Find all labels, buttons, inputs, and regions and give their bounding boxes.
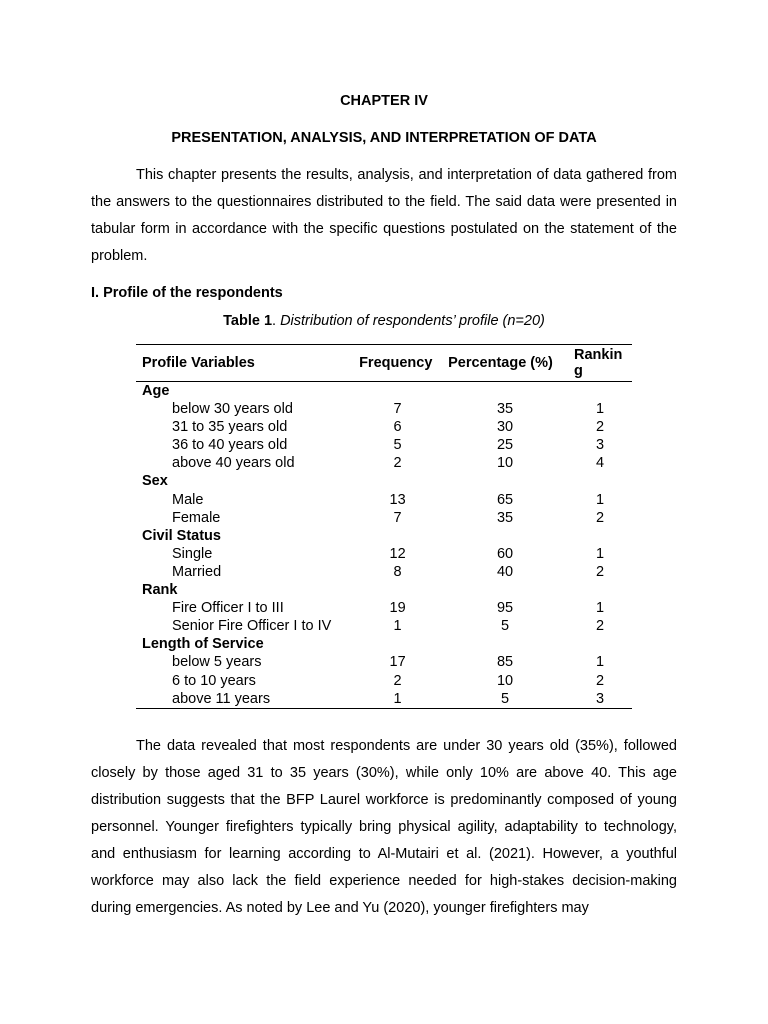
row-percentage: 30 bbox=[496, 419, 514, 436]
row-label: above 40 years old bbox=[172, 455, 295, 472]
row-ranking: 1 bbox=[595, 491, 605, 508]
chapter-title: CHAPTER IV bbox=[340, 93, 428, 109]
discussion-paragraph: The data revealed that most respondents are under 30 years old (35%), followed closely by those aged 31 to 35 years (30%), while only 10% are above 40. This age distribution suggests that the BFP Laurel workforce is predominantly composed of young personnel. Younger firefighters typically bring physical agility, adaptability to technology, and enthusiasm for learning according to Al-Mutairi et al. (2021). However, a youthful workforce may also lack the field experience needed for high-stakes decision-making during emergencies. As noted by Lee and Yu (2020), younger firefighters may bbox=[91, 738, 677, 916]
row-ranking: 1 bbox=[595, 600, 605, 617]
row-percentage: 35 bbox=[496, 401, 514, 418]
category-row bbox=[136, 472, 632, 490]
category-label: Civil Status bbox=[142, 527, 221, 544]
row-label: below 5 years bbox=[172, 654, 262, 671]
row-frequency: 17 bbox=[389, 654, 406, 671]
row-label: 36 to 40 years old bbox=[172, 437, 288, 454]
row-frequency: 1 bbox=[393, 618, 402, 635]
table-caption-separator: . bbox=[272, 313, 281, 329]
row-percentage: 65 bbox=[496, 491, 514, 508]
table-row bbox=[136, 509, 632, 527]
row-ranking: 1 bbox=[595, 545, 605, 562]
category-row bbox=[136, 382, 632, 401]
row-percentage: 5 bbox=[442, 690, 568, 709]
header-profile-variables: Profile Variables bbox=[136, 345, 353, 382]
table-row bbox=[136, 563, 632, 581]
category-row bbox=[136, 527, 632, 545]
header-percentage: Percentage (%) bbox=[442, 345, 568, 382]
row-percentage: 60 bbox=[496, 545, 514, 562]
row-label: Senior Fire Officer I to IV bbox=[172, 618, 332, 635]
row-percentage: 85 bbox=[496, 654, 514, 671]
row-percentage: 95 bbox=[496, 600, 514, 617]
row-ranking: 1 bbox=[595, 654, 605, 671]
table-row bbox=[136, 418, 632, 436]
table-body bbox=[136, 382, 632, 709]
table-row bbox=[136, 491, 632, 509]
row-percentage: 10 bbox=[496, 455, 514, 472]
row-frequency: 1 bbox=[353, 690, 442, 709]
row-label: Male bbox=[172, 491, 204, 508]
row-percentage: 10 bbox=[496, 672, 514, 689]
row-percentage: 40 bbox=[496, 563, 514, 580]
row-ranking: 2 bbox=[595, 509, 605, 526]
table-row bbox=[136, 400, 632, 418]
row-ranking: 4 bbox=[595, 455, 605, 472]
row-percentage: 5 bbox=[501, 618, 510, 635]
section-title: PRESENTATION, ANALYSIS, AND INTERPRETATION OF DATA bbox=[171, 130, 597, 146]
table-row bbox=[136, 545, 632, 563]
row-frequency: 12 bbox=[389, 545, 406, 562]
row-frequency: 13 bbox=[389, 491, 406, 508]
row-ranking: 2 bbox=[595, 618, 605, 635]
row-frequency: 5 bbox=[393, 437, 402, 454]
row-frequency: 19 bbox=[389, 600, 406, 617]
table-row bbox=[136, 617, 632, 635]
table-row bbox=[136, 599, 632, 617]
row-frequency: 6 bbox=[393, 419, 402, 436]
row-percentage: 25 bbox=[496, 437, 514, 454]
row-ranking: 3 bbox=[568, 690, 632, 709]
row-ranking: 1 bbox=[595, 401, 605, 418]
row-label: Female bbox=[172, 509, 221, 526]
category-label: Age bbox=[142, 383, 170, 399]
table-row bbox=[136, 653, 632, 671]
category-label: Length of Service bbox=[142, 636, 264, 653]
table-header-row bbox=[136, 345, 632, 382]
table-row bbox=[136, 454, 632, 472]
table-row bbox=[136, 672, 632, 690]
row-percentage: 35 bbox=[496, 509, 514, 526]
table-caption-text: Distribution of respondents’ profile (n=20) bbox=[280, 313, 545, 329]
table-row bbox=[136, 690, 632, 709]
row-ranking: 3 bbox=[595, 437, 605, 454]
header-ranking: Ranking bbox=[568, 345, 632, 382]
profile-table bbox=[136, 344, 632, 709]
row-frequency: 7 bbox=[393, 401, 402, 418]
row-label: 6 to 10 years bbox=[172, 672, 256, 689]
row-ranking: 2 bbox=[595, 563, 605, 580]
category-label: Sex bbox=[142, 473, 168, 490]
row-frequency: 7 bbox=[393, 509, 402, 526]
row-frequency: 8 bbox=[393, 563, 402, 580]
row-label: below 30 years old bbox=[172, 401, 293, 418]
header-frequency: Frequency bbox=[353, 345, 442, 382]
category-row bbox=[136, 581, 632, 599]
profile-heading: I. Profile of the respondents bbox=[91, 285, 283, 301]
row-label: Married bbox=[172, 563, 222, 580]
table-row bbox=[136, 436, 632, 454]
row-ranking: 2 bbox=[595, 672, 605, 689]
row-label: above 11 years bbox=[136, 690, 353, 709]
table-caption-label: Table 1 bbox=[223, 313, 273, 329]
row-frequency: 2 bbox=[393, 455, 402, 472]
category-row bbox=[136, 635, 632, 653]
row-label: 31 to 35 years old bbox=[172, 419, 288, 436]
category-label: Rank bbox=[142, 582, 178, 599]
row-label: Single bbox=[172, 545, 213, 562]
row-label: Fire Officer I to III bbox=[172, 600, 284, 617]
row-ranking: 2 bbox=[595, 419, 605, 436]
row-frequency: 2 bbox=[393, 672, 402, 689]
table-caption bbox=[0, 313, 768, 329]
intro-paragraph: This chapter presents the results, analysis, and interpretation of data gathered from the answers to the questionnaires distributed to the field. The said data were presented in tabular form in accordance with the specific questions postulated on the statement of the problem. bbox=[91, 167, 677, 264]
